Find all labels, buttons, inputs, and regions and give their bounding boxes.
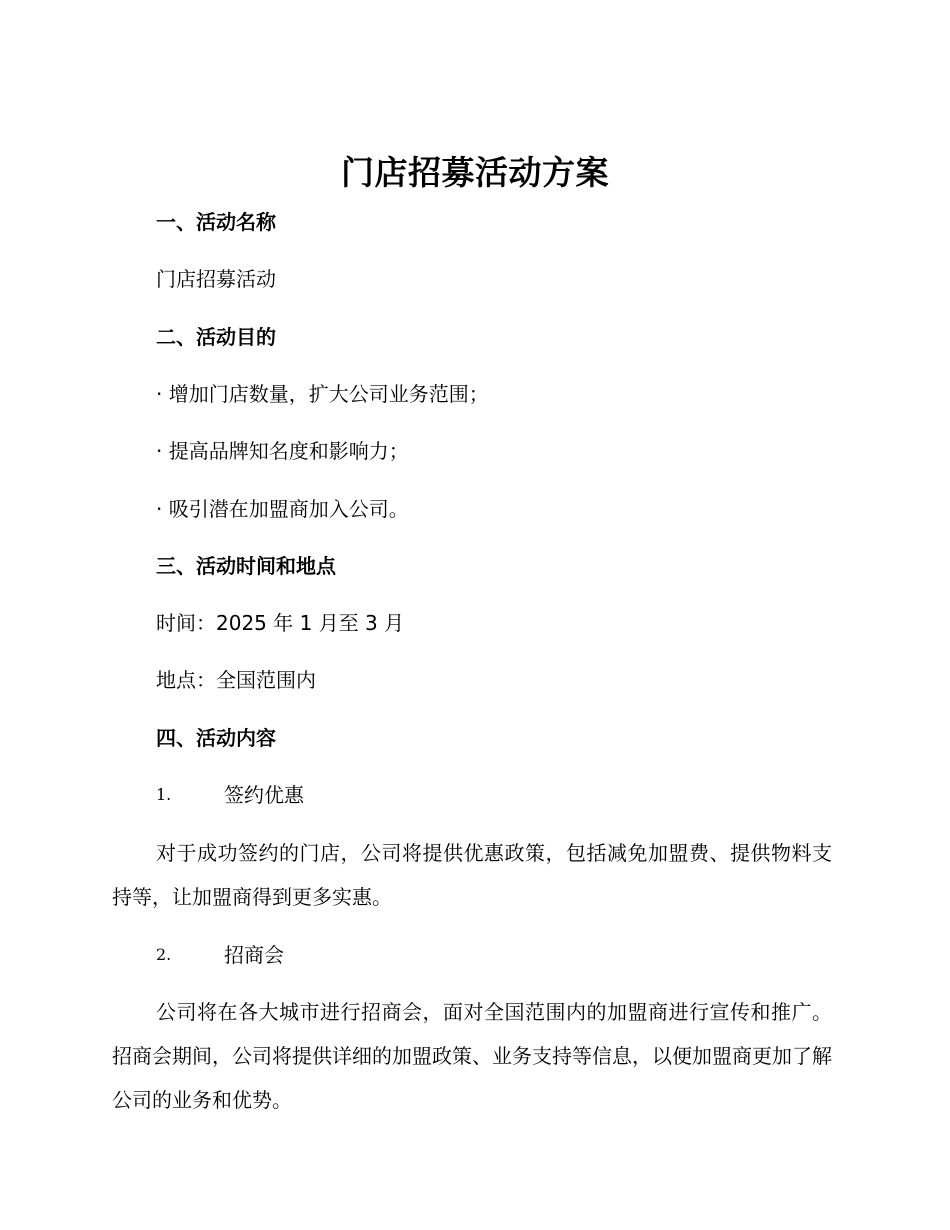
purpose-bullet-2: · 提高品牌知名度和影响力； [156,439,409,463]
section-2-heading: 二、活动目的 [156,325,276,349]
section-1-heading: 一、活动名称 [156,210,276,234]
section-4-heading: 四、活动内容 [156,726,276,750]
item-1-number: 1. [156,785,172,804]
activity-place-text: 地点：全国范围内 [156,668,316,692]
item-1-title: 签约优惠 [224,783,304,807]
item-2-number: 2. [156,945,172,964]
activity-time-text: 时间：2025 年 1 月至 3 月 [156,611,405,635]
purpose-bullet-1: · 增加门店数量，扩大公司业务范围； [156,382,489,406]
purpose-bullet-3: · 吸引潜在加盟商加入公司。 [156,497,409,521]
item-2-paragraph: 公司将在各大城市进行招商会，面对全国范围内的加盟商进行宣传和推广。招商会期间，公司将提供详细的加盟政策、业务支持等信息，以便加盟商更加了解公司的业务和优势。 [112,1000,832,1112]
section-3-heading: 三、活动时间和地点 [156,554,336,578]
document-title: 门店招募活动方案 [341,153,609,192]
item-1-paragraph: 对于成功签约的门店，公司将提供优惠政策，包括减免加盟费、提供物料支持等，让加盟商得到更多实惠。 [112,841,832,909]
activity-name-text: 门店招募活动 [156,267,276,291]
item-2-title: 招商会 [224,943,284,967]
